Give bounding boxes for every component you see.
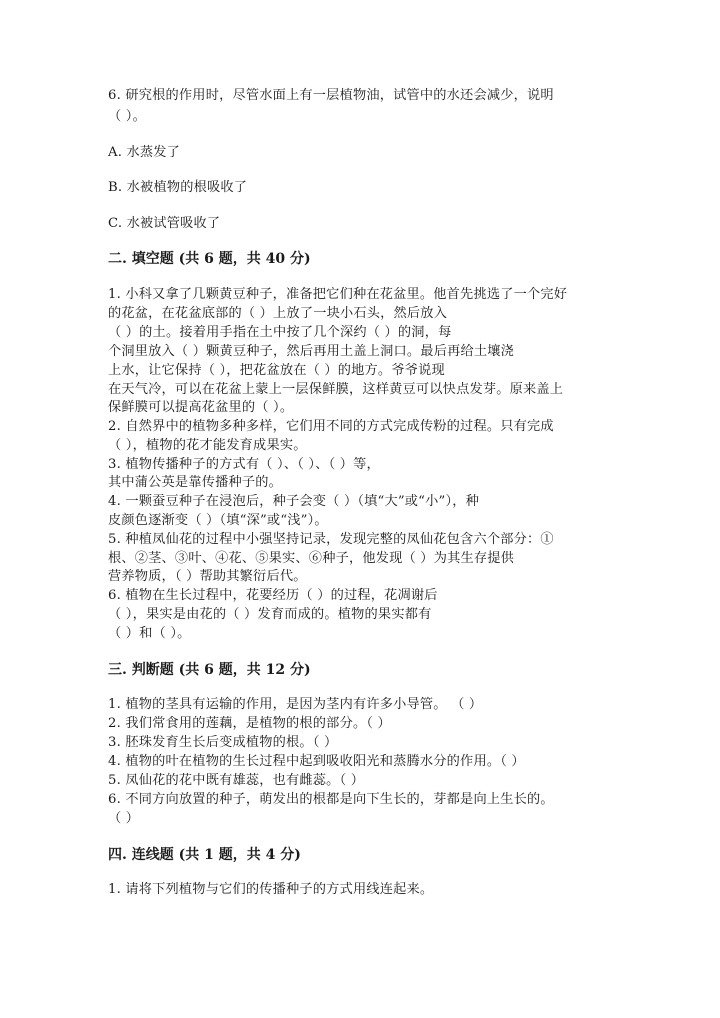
- s3-line: 3. 胚珠发育生长后变成植物的根。（ ）: [108, 735, 338, 750]
- s3-line: 6. 不同方向放置的种子，萌发出的根都是向下生长的，芽都是向上生长的。: [108, 792, 554, 807]
- q6-stem-line-1: 6. 研究根的作用时，尽管水面上有一层植物油，试管中的水还会减少，说明: [108, 88, 554, 103]
- s2-line: （ ）的土。接着用手指在土中按了几个深约（ ）的洞，每: [108, 325, 452, 340]
- s2-line: 1. 小科又拿了几颗黄豆种子，准备把它们种在花盆里。他首先挑选了一个完好: [108, 287, 568, 302]
- s2-line: 6. 植物在生长过程中，花要经历（ ）的过程，花凋谢后: [108, 588, 438, 603]
- q6-stem-line-2: （ ）。: [108, 109, 146, 124]
- s2-line: 根、②茎、③叶、④花、⑤果实、⑥种子，他发现（ ）为其生存提供: [108, 551, 515, 566]
- s2-line: 皮颜色逐渐变（ ）（填“深”或“浅”）。: [108, 513, 328, 528]
- s2-line: 3. 植物传播种子的方式有（ ）、（ ）、（ ）等，: [108, 457, 380, 472]
- section-3-title: 三. 判断题 (共 6 题，共 12 分): [108, 662, 311, 678]
- s2-line: （ ），植物的花才能发育成果实。: [108, 438, 307, 453]
- section-4-title: 四. 连线题 (共 1 题，共 4 分): [108, 847, 301, 863]
- s3-line: （ ）: [108, 811, 140, 826]
- s3-line: 1. 植物的茎具有运输的作用，是因为茎内有许多小导管。 （ ）: [108, 697, 483, 712]
- s2-line: 的花盆，在花盆底部的（ ）上放了一块小石头，然后放入: [108, 306, 448, 321]
- s2-line: 个洞里放入（ ）颗黄豆种子，然后再用土盖上洞口。最后再给土壤浇: [108, 344, 515, 359]
- s3-line: 4. 植物的叶在植物的生长过程中起到吸收阳光和蒸腾水分的作用。（ ）: [108, 754, 525, 769]
- s2-line: 4. 一颗蚕豆种子在浸泡后，种子会变（ ）（填“大”或“小”），种: [108, 494, 480, 509]
- s4-line: 1. 请将下列植物与它们的传播种子的方式用线连起来。: [108, 882, 434, 897]
- s3-line: 5. 凤仙花的花中既有雄蕊，也有雌蕊。（ ）: [108, 773, 365, 788]
- s2-line: 其中蒲公英是靠传播种子的。: [108, 475, 283, 490]
- section-2-title: 二. 填空题 (共 6 题，共 40 分): [108, 251, 311, 267]
- s2-line: 保鲜膜可以提高花盆里的（ ）。: [108, 400, 294, 415]
- s2-line: 上水，让它保持（ ），把花盆放在（ ）的地方。爷爷说现: [108, 363, 445, 378]
- s2-line: 5. 种植凤仙花的过程中小强坚持记录，发现完整的凤仙花包含六个部分：①: [108, 532, 554, 547]
- s2-line: 营养物质，（ ）帮助其繁衍后代。: [108, 569, 307, 584]
- s2-line: （ ），果实是由花的（ ）发育而成的。植物的果实都有: [108, 607, 432, 622]
- s2-line: （ ）和（ ）。: [108, 626, 191, 641]
- s3-line: 2. 我们常食用的莲藕，是植物的根的部分。（ ）: [108, 716, 391, 731]
- s2-line: 2. 自然界中的植物多种多样，它们用不同的方式完成传粉的过程。只有完成: [108, 419, 554, 434]
- q6-option-a: A. 水蒸发了: [108, 145, 181, 160]
- s2-line: 在天气冷，可以在花盆上蒙上一层保鲜膜，这样黄豆可以快点发芽。原来盖上: [108, 382, 564, 397]
- q6-option-b: B. 水被植物的根吸收了: [108, 180, 248, 195]
- q6-option-c: C. 水被试管吸收了: [108, 216, 221, 231]
